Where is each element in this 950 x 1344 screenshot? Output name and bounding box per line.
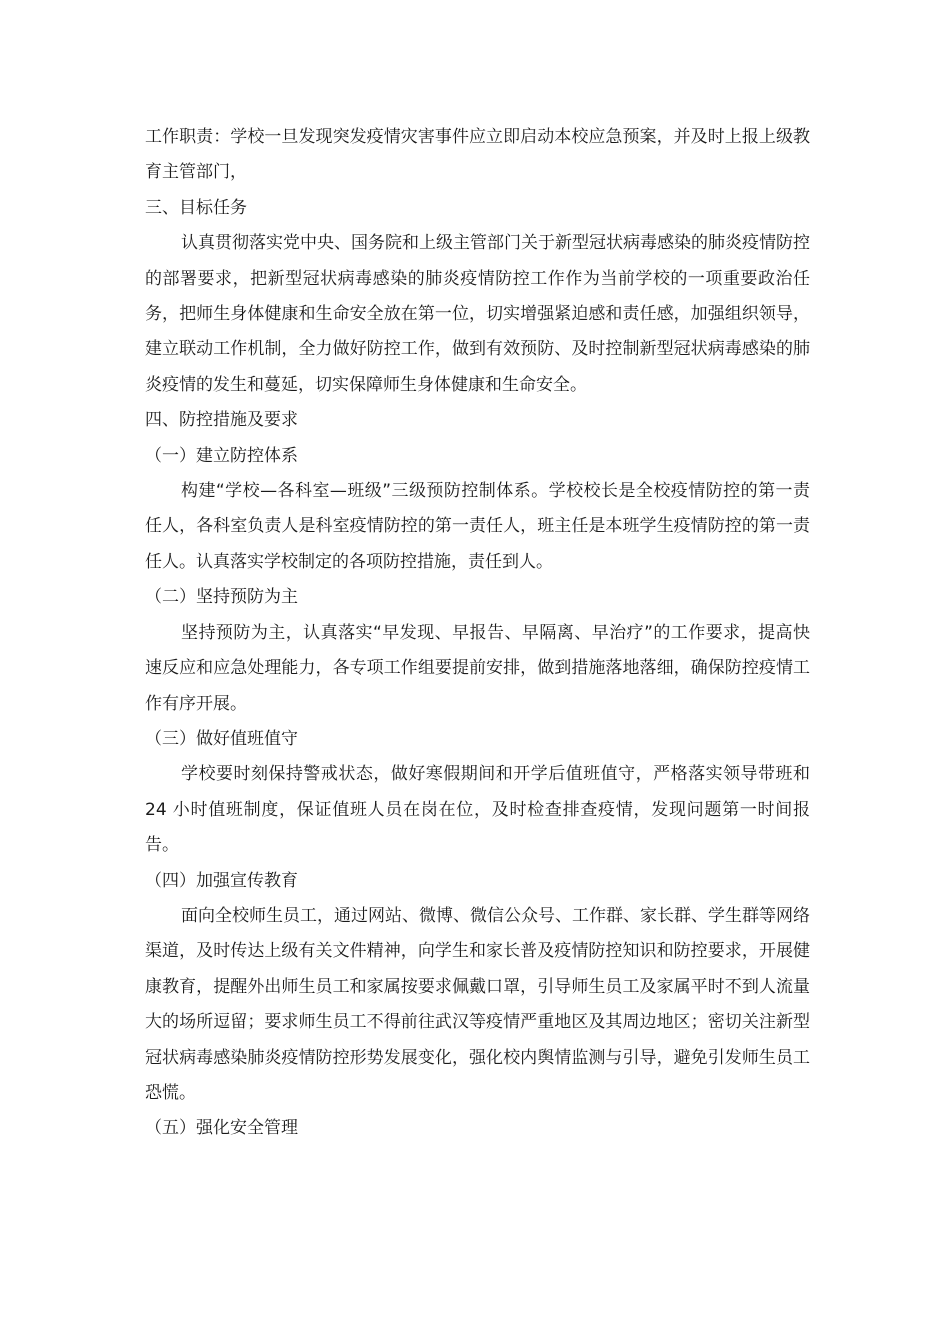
subsection-heading-education: （四）加强宣传教育	[145, 870, 298, 891]
subsection-heading-safety: （五）强化安全管理	[145, 1118, 298, 1139]
subsection-heading-prevention: （二）坚持预防为主	[145, 587, 298, 608]
document-body	[145, 120, 810, 1147]
paragraph-education: 面向全校师生员工，通过网站、微博、微信公众号、工作群、家长群、学生群等网络渠道，及时传达上级有关文件精神，向学生和家长普及疫情防控知识和防控要求，开展健康教育，提醒外出师生员工和家属按要求佩戴口罩，引导师生员工及家属平时不到人流量大的场所逗留；要求师生员工不得前往武汉等疫情严重地区及其周边地区；密切关注新型冠状病毒感染肺炎疫情防控形势发展变化，强化校内舆情监测与引导，避免引发师生员工恐慌。	[145, 905, 810, 1103]
paragraph-work-duty: 工作职责：学校一旦发现突发疫情灾害事件应立即启动本校应急预案，并及时上报上级教育主管部门，	[145, 127, 810, 183]
subsection-heading-duty: （三）做好值班值守	[145, 728, 298, 749]
paragraph-duty: 学校要时刻保持警戒状态，做好寒假期间和开学后值班值守，严格落实领导带班和 24 小时值班制度，保证值班人员在岗在位，及时检查排查疫情，发现问题第一时间报告。	[145, 764, 810, 856]
subsection-heading-system: （一）建立防控体系	[145, 445, 298, 466]
paragraph-goals: 认真贯彻落实党中央、国务院和上级主管部门关于新型冠状病毒感染的肺炎疫情防控的部署要求，把新型冠状病毒感染的肺炎疫情防控工作作为当前学校的一项重要政治任务，把师生身体健康和生命安全放在第一位，切实增强紧迫感和责任感，加强组织领导，建立联动工作机制，全力做好防控工作，做到有效预防、及时控制新型冠状病毒感染的肺炎疫情的发生和蔓延，切实保障师生身体健康和生命安全。	[145, 233, 810, 395]
section-heading-goals: 三、目标任务	[145, 197, 247, 218]
paragraph-system: 构建“学校—各科室—班级”三级预防控制体系。学校校长是全校疫情防控的第一责任人，各科室负责人是科室疫情防控的第一责任人，班主任是本班学生疫情防控的第一责任人。认真落实学校制定的各项防控措施，责任到人。	[145, 481, 810, 572]
paragraph-prevention: 坚持预防为主，认真落实“早发现、早报告、早隔离、早治疗”的工作要求，提高快速反应和应急处理能力，各专项工作组要提前安排，做到措施落地落细，确保防控疫情工作有序开展。	[145, 622, 810, 714]
section-heading-measures: 四、防控措施及要求	[145, 410, 298, 431]
